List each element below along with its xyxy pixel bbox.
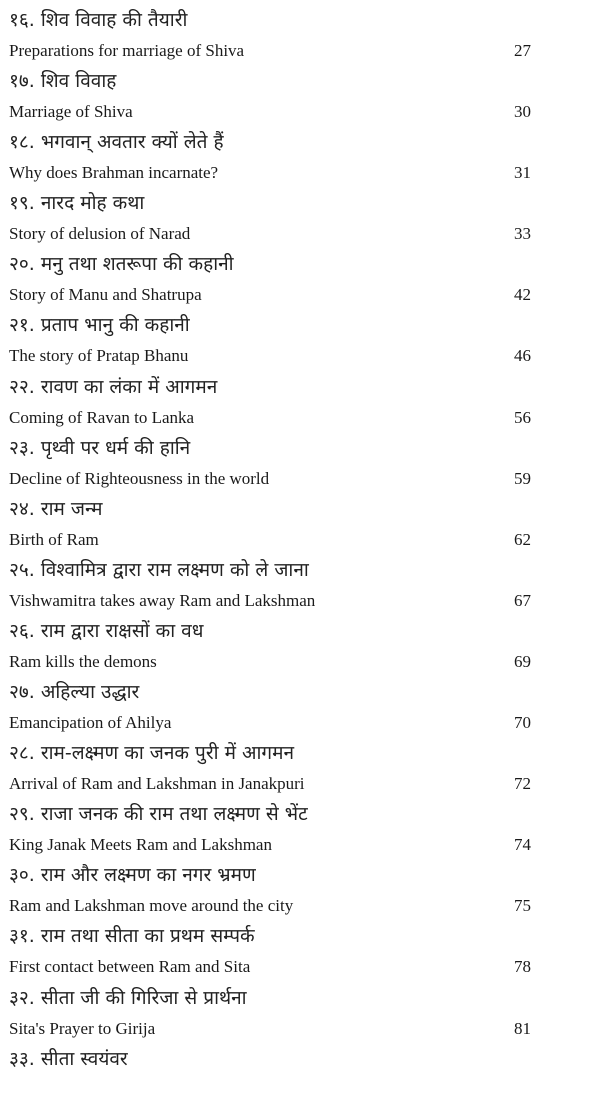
english-title: Vishwamitra takes away Ram and Lakshman [9, 590, 316, 610]
page-number: 70 [514, 713, 531, 733]
hindi-title: १९. नारद मोह कथा [9, 192, 145, 215]
toc-entry [9, 249, 531, 310]
page-number: 31 [514, 163, 531, 183]
toc-entry [9, 127, 531, 188]
english-title: Story of Manu and Shatrupa [9, 285, 202, 305]
hindi-title: ३२. सीता जी की गिरिजा से प्रार्थना [9, 986, 247, 1009]
toc-entry [9, 372, 531, 433]
english-title: Preparations for marriage of Shiva [9, 41, 245, 60]
toc-entry [9, 860, 531, 921]
english-title: The story of Pratap Bhanu [9, 346, 189, 366]
page-number: 42 [514, 285, 531, 305]
english-title: Decline of Righteousness in the world [9, 468, 270, 488]
hindi-title: १७. शिव विवाह [9, 70, 117, 93]
toc-entry [9, 5, 531, 66]
hindi-title: २६. राम द्वारा राक्षसों का वध [9, 619, 204, 642]
page-number: 46 [514, 346, 531, 366]
english-title: Coming of Ravan to Lanka [9, 407, 195, 427]
toc-entry [9, 433, 531, 494]
hindi-title: २८. राम-लक्ष्मण का जनक पुरी में आगमन [9, 742, 294, 765]
toc-entry [9, 616, 531, 677]
toc-entry [9, 983, 531, 1044]
hindi-title: २५. विश्वामित्र द्वारा राम लक्ष्मण को ले जाना [9, 558, 309, 581]
hindi-title: १६. शिव विवाह की तैयारी [9, 9, 188, 31]
toc-entry [9, 738, 531, 799]
english-title: Why does Brahman incarnate? [9, 163, 219, 183]
hindi-title: २२. रावण का लंका में आगमन [9, 375, 218, 398]
hindi-title: १८. भगवान् अवतार क्यों लेते हैं [9, 131, 224, 154]
page-number: 27 [514, 41, 531, 60]
toc-entry [9, 188, 531, 249]
english-title: Birth of Ram [9, 529, 99, 549]
page-number: 30 [514, 102, 531, 122]
page-number: 72 [514, 774, 531, 794]
page-number: 74 [514, 835, 531, 855]
toc-entry [9, 494, 531, 555]
page-number: 56 [514, 407, 531, 427]
hindi-title: २९. राजा जनक की राम तथा लक्ष्मण से भेंट [9, 803, 308, 826]
english-title: Marriage of Shiva [9, 102, 133, 122]
toc-entry [9, 799, 531, 860]
english-title: Ram and Lakshman move around the city [9, 896, 294, 916]
toc-entry [9, 921, 531, 982]
english-title: Ram kills the demons [9, 651, 157, 671]
page-number: 81 [514, 1018, 531, 1038]
english-title: Arrival of Ram and Lakshman in Janakpuri [9, 774, 305, 794]
english-title: First contact between Ram and Sita [9, 957, 251, 977]
hindi-title: २३. पृथ्वी पर धर्म की हानि [9, 436, 191, 459]
english-title: Story of delusion of Narad [9, 224, 191, 244]
toc-entry [9, 66, 531, 127]
hindi-title: ३३. सीता स्वयंवर [9, 1047, 128, 1070]
table-of-contents [9, 5, 531, 1105]
hindi-title: ३१. राम तथा सीता का प्रथम सम्पर्क [9, 925, 255, 948]
page-number: 59 [514, 468, 531, 488]
english-title: King Janak Meets Ram and Lakshman [9, 835, 272, 855]
toc-entry [9, 310, 531, 371]
toc-entry [9, 1044, 531, 1105]
page-number: 67 [514, 590, 531, 610]
english-title: Emancipation of Ahilya [9, 713, 172, 733]
hindi-title: ३०. राम और लक्ष्मण का नगर भ्रमण [9, 864, 256, 887]
hindi-title: २४. राम जन्म [9, 497, 103, 520]
page-number: 75 [514, 896, 531, 916]
page-number: 62 [514, 529, 531, 549]
english-title: Sita's Prayer to Girija [9, 1018, 156, 1038]
hindi-title: २१. प्रताप भानु की कहानी [9, 314, 190, 337]
toc-entry [9, 677, 531, 738]
toc-entry [9, 555, 531, 616]
page-number: 33 [514, 224, 531, 244]
page-number: 69 [514, 651, 531, 671]
hindi-title: २७. अहिल्या उद्धार [9, 681, 140, 704]
hindi-title: २०. मनु तथा शतरूपा की कहानी [9, 253, 234, 276]
page-number: 78 [514, 957, 531, 977]
